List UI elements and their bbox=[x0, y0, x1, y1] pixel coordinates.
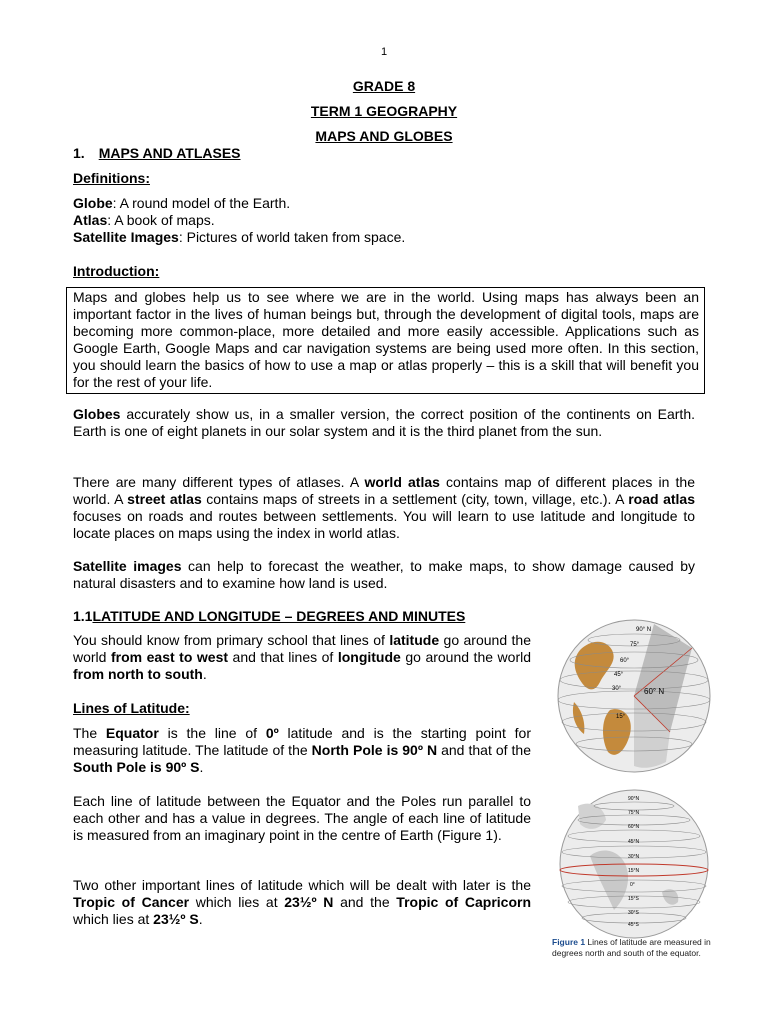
section-1-title: MAPS AND ATLASES bbox=[98, 145, 241, 161]
globe2-label: 30°N bbox=[628, 854, 640, 860]
globe1-label: 45° bbox=[614, 672, 624, 678]
globe1-label: 90° N bbox=[636, 627, 652, 633]
introduction-box: Maps and globes help us to see where we are in the world. Using maps has always been an important factor in the lives of human beings but, through the development of digital tools, maps are becoming more common-place, more detailed and more easily accessible. Applications such as Google Earth, Google Maps and car navigation systems are being used more often. In this section, you should learn the basics of how to use a map or atlas properly – this is a skill that will benefit you for the rest of your life. bbox=[66, 287, 705, 394]
globe2-label: 30°S bbox=[628, 910, 639, 916]
globe-cutaway-illustration bbox=[558, 620, 710, 772]
section-1-number: 1. bbox=[73, 145, 85, 161]
section-1-1-number: 1.1 bbox=[73, 608, 93, 624]
atlases-paragraph: There are many different types of atlases. A world atlas contains map of different places in the world. A street atlas contains maps of streets in a settlement (city, town, village, etc.). A road atlas focuses on roads and routes between settlements. You will learn to use latitude and longitude to locate places on maps using the index in world atlas. bbox=[73, 474, 695, 541]
equator-paragraph: The Equator is the line of 0º latitude and is the starting point for measuring latitude. The latitude of the North Pole is 90º N and that of the South Pole is 90º S. bbox=[73, 725, 532, 775]
globe1-label: 75° bbox=[630, 642, 640, 648]
figure-label: Figure 1 bbox=[552, 937, 586, 947]
globe2-label: 60°N bbox=[628, 824, 640, 830]
globe2-label: 0° bbox=[630, 882, 635, 888]
primary-paragraph: You should know from primary school that lines of latitude go around the world from east to west and that lines of longitude go around the world from north to south. bbox=[73, 632, 532, 682]
globe2-label: 45°S bbox=[628, 922, 639, 928]
figure-caption bbox=[552, 937, 712, 959]
globe1-label: 60° bbox=[620, 658, 630, 664]
term-heading: TERM 1 GEOGRAPHY bbox=[310, 103, 458, 119]
section-1-1-heading bbox=[73, 608, 465, 625]
definitions-list bbox=[73, 195, 695, 246]
page-number: 1 bbox=[380, 46, 388, 58]
definition-item: Atlas: A book of maps. bbox=[73, 212, 215, 228]
definition-item: Satellite Images: Pictures of world taken from space. bbox=[73, 229, 406, 245]
grade-heading: GRADE 8 bbox=[352, 78, 416, 94]
lines-of-latitude-heading: Lines of Latitude: bbox=[73, 700, 190, 716]
globe2-label: 45°N bbox=[628, 839, 640, 845]
globe1-angle-label: 60° N bbox=[644, 687, 665, 696]
globe1-label: 15° bbox=[616, 714, 626, 720]
each-line-paragraph: Each line of latitude between the Equator and the Poles run parallel to each other and has a value in degrees. The angle of each line of latitude is measured from an imaginary point in the centre of Earth (Figure 1). bbox=[73, 793, 531, 843]
section-1-heading bbox=[73, 145, 241, 162]
introduction-heading: Introduction: bbox=[73, 263, 160, 279]
tropic-paragraph: Two other important lines of latitude which will be dealt with later is the Tropic of Cancer which lies at 23½º N and the Tropic of Capricorn which lies at 23½º S. bbox=[73, 877, 532, 927]
globe2-label: 90°N bbox=[628, 796, 640, 802]
globe1-label: 30° bbox=[612, 686, 622, 692]
satellite-paragraph: Satellite images can help to forecast the weather, to make maps, to show damage caused by natural disasters and to examine how land is used. bbox=[73, 558, 696, 591]
globes-paragraph: Globes accurately show us, in a smaller version, the correct position of the continents on Earth. Earth is one of eight planets in our solar system and it is the third planet from the sun. bbox=[73, 406, 695, 439]
globe-latitude-illustration bbox=[560, 790, 708, 938]
definition-item: Globe: A round model of the Earth. bbox=[73, 195, 291, 211]
definitions-heading: Definitions: bbox=[73, 170, 150, 186]
globe2-label: 15°S bbox=[628, 896, 639, 902]
section-1-1-title: LATITUDE AND LONGITUDE – DEGREES AND MINUTES bbox=[92, 608, 466, 624]
figure-1-globes bbox=[550, 610, 718, 940]
topic-heading: MAPS AND GLOBES bbox=[315, 128, 453, 144]
figure-caption-text: Lines of latitude are measured in degrees north and south of the equator. bbox=[552, 937, 711, 958]
globe2-label: 75°N bbox=[628, 810, 640, 816]
globe2-label: 15°N bbox=[628, 868, 640, 874]
